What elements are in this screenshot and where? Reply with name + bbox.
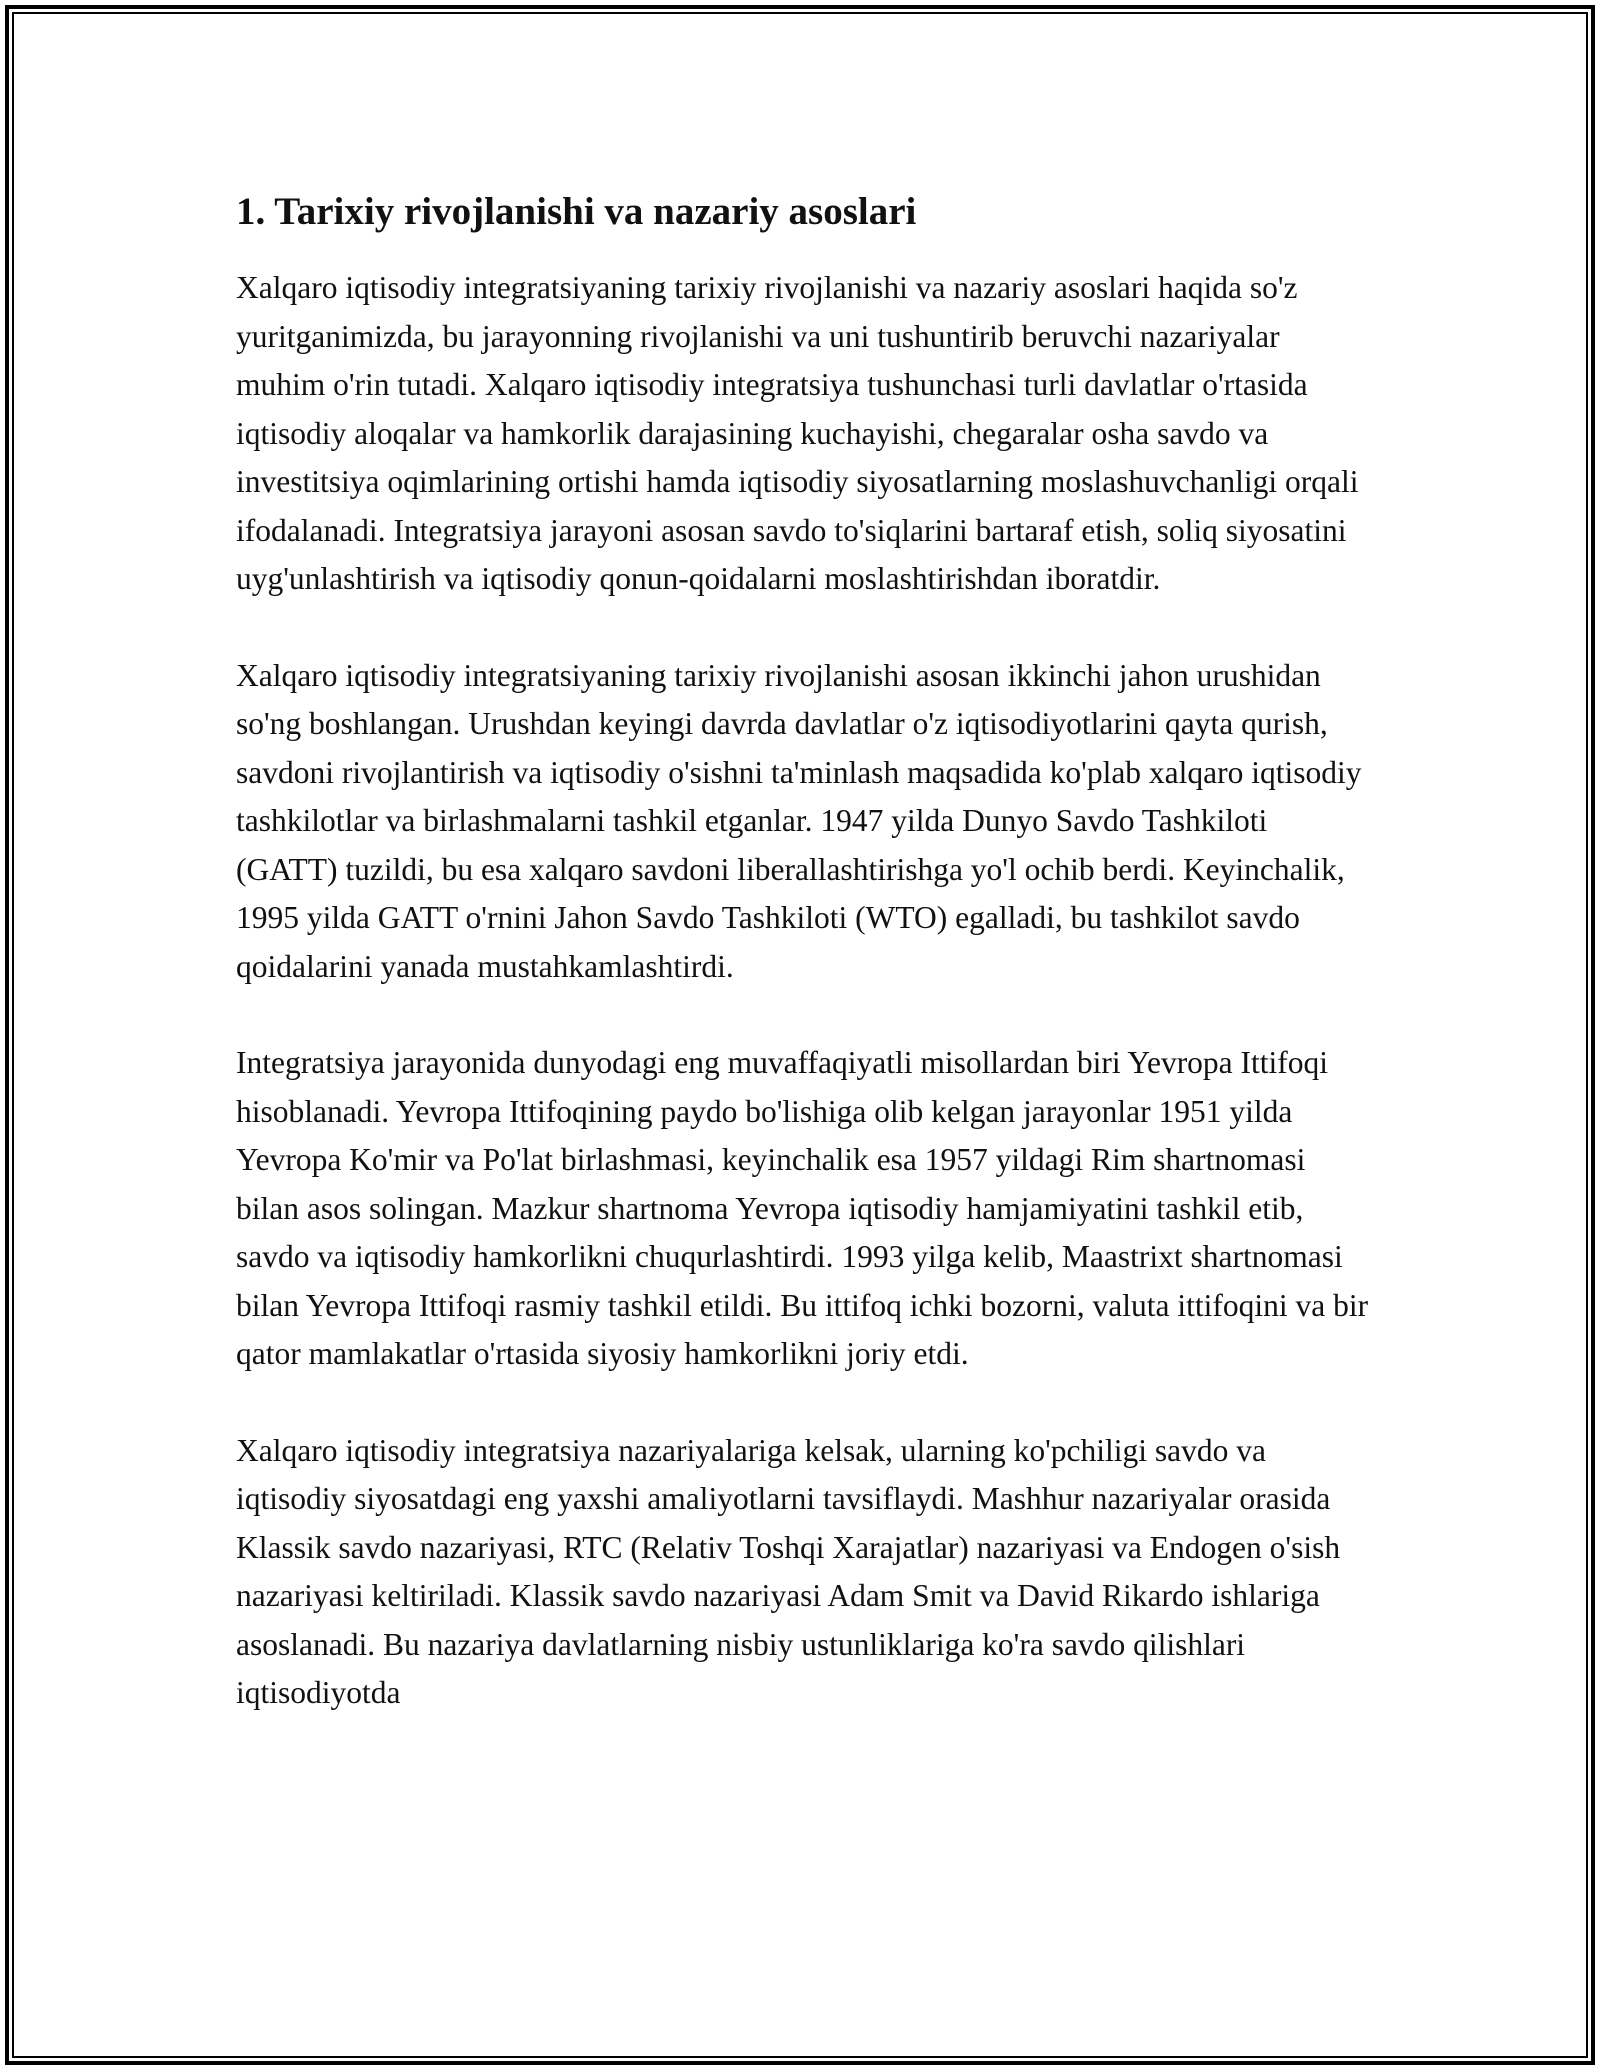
paragraph-2: Xalqaro iqtisodiy integratsiyaning tarixiy rivojlanishi asosan ikkinchi jahon urushidan so'ng boshlangan. Urushdan keyingi davrda davlatlar o'z iqtisodiyotlarini qayta qurish, savdoni rivojlantirish va iqtisodiy o'sishni ta'minlash maqsadida ko'plab xalqaro iqtisodiy tashkilotlar va birlashmalarni tashkil etganlar. 1947 yilda Dunyo Savdo Tashkiloti (GATT) tuzildi, bu esa xalqaro savdoni liberallashtirishga yo'l ochib berdi. Keyinchalik, 1995 yilda GATT o'rnini Jahon Savdo Tashkiloti (WTO) egalladi, bu tashkilot savdo qoidalarini yanada mustahkamlashtirdi.	[236, 657, 1362, 984]
section-heading: 1. Tarixiy rivojlanishi va nazariy asoslari	[236, 190, 917, 233]
paragraph-3: Integratsiya jarayonida dunyodagi eng muvaffaqiyatli misollardan biri Yevropa Ittifoqi hisoblanadi. Yevropa Ittifoqining paydo bo'lishiga olib kelgan jarayonlar 1951 yilda Yevropa Ko'mir va Po'lat birlashmasi, keyinchalik esa 1957 yildagi Rim shartnomasi bilan asos solingan. Mazkur shartnoma Yevropa iqtisodiy hamjamiyatini tashkil etib, savdo va iqtisodiy hamkorlikni chuqurlashtirdi. 1993 yilga kelib, Maastrixt shartnomasi bilan Yevropa Ittifoqi rasmiy tashkil etildi. Bu ittifoq ichki bozorni, valuta ittifoqini va bir qator mamlakatlar o'rtasida siyosiy hamkorlikni joriy etdi.	[236, 1045, 1369, 1371]
document-body	[236, 186, 1372, 1766]
paragraph-4: Xalqaro iqtisodiy integratsiya nazariyalariga kelsak, ularning ko'pchiligi savdo va iqtisodiy siyosatdagi eng yaxshi amaliyotlarni tavsiflaydi. Mashhur nazariyalar orasida Klassik savdo nazariyasi, RTC (Relativ Toshqi Xarajatlar) nazariyasi va Endogen o'sish nazariyasi keltiriladi. Klassik savdo nazariyasi Adam Smit va David Rikardo ishlariga asoslanadi. Bu nazariya davlatlarning nisbiy ustunliklariga ko'ra savdo qilishlari iqtisodiyotda	[236, 1432, 1341, 1710]
paragraph-1: Xalqaro iqtisodiy integratsiyaning tarixiy rivojlanishi va nazariy asoslari haqida so'z yuritganimizda, bu jarayonning rivojlanishi va uni tushuntirib beruvchi nazariyalar muhim o'rin tutadi. Xalqaro iqtisodiy integratsiya tushunchasi turli davlatlar o'rtasida iqtisodiy aloqalar va hamkorlik darajasining kuchayishi, chegaralar osha savdo va investitsiya oqimlarining ortishi hamda iqtisodiy siyosatlarning moslashuvchanligi orqali ifodalanadi. Integratsiya jarayoni asosan savdo to'siqlarini bartaraf etish, soliq siyosatini uyg'unlashtirish va iqtisodiy qonun-qoidalarni moslashtirishdan iboratdir.	[236, 270, 1359, 596]
